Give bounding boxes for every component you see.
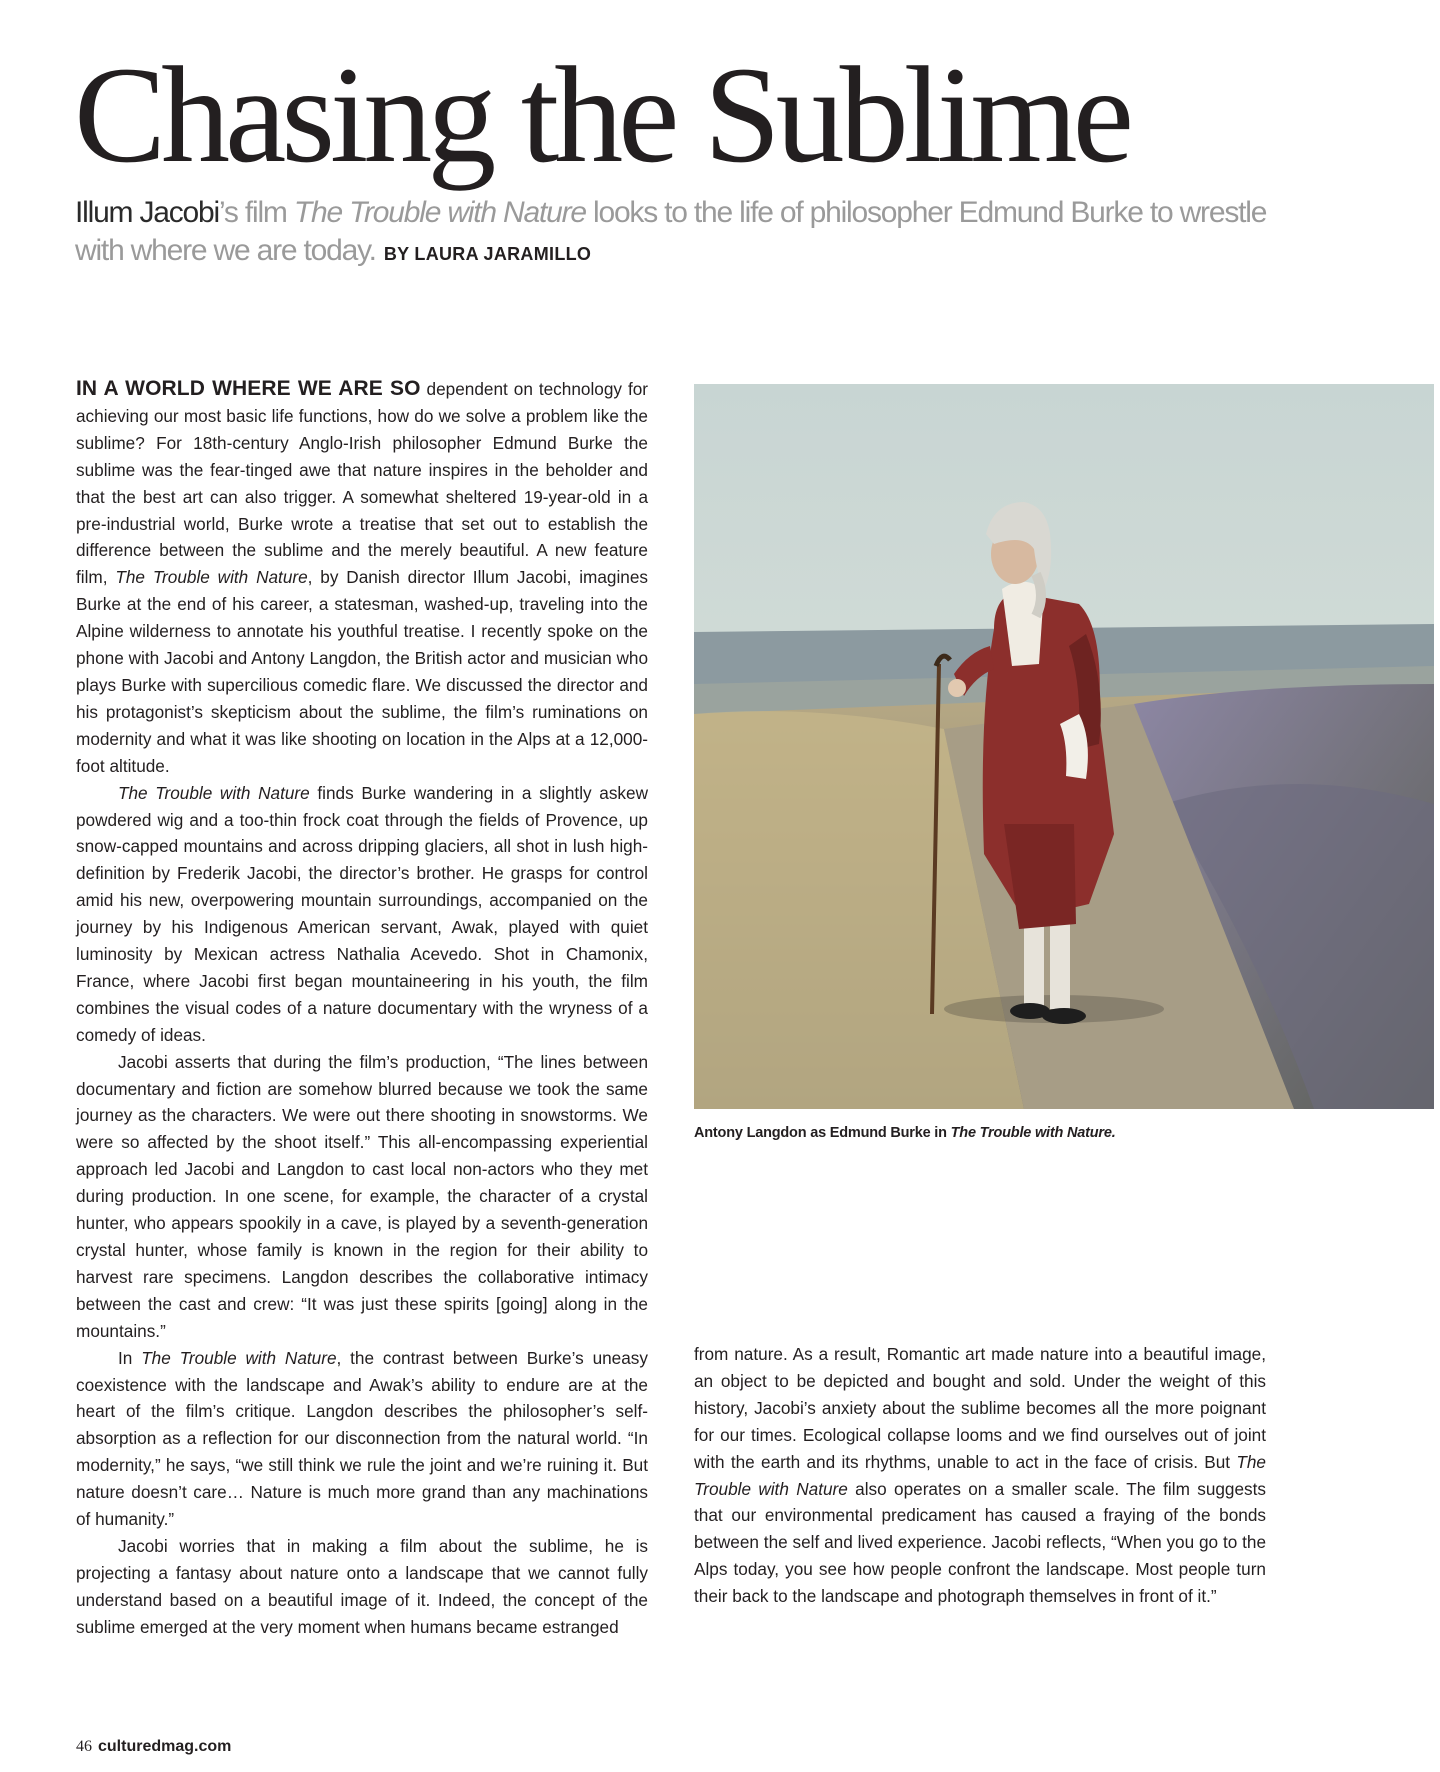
paragraph-4 <box>76 1345 648 1533</box>
article-title: Chasing the Sublime <box>74 38 1129 191</box>
film-title-mention: The Trouble with Nature <box>118 782 310 803</box>
lead-in: IN A WORLD WHERE WE ARE SO <box>76 377 421 400</box>
page-number: 46 <box>76 1738 92 1755</box>
byline: BY LAURA JARAMILLO <box>383 244 592 264</box>
paragraph-4-text-a: In <box>118 1347 142 1368</box>
film-title-mention: The Trouble with Nature <box>141 1347 337 1368</box>
film-still-photo <box>694 384 1434 1109</box>
body-column-left <box>76 376 648 1641</box>
dek-film-title: The Trouble with Nature <box>293 196 586 229</box>
paragraph-1-text-b: , by Danish director Illum Jacobi, imagines Burke at the end of his career, a statesman, washed-up, traveling into the Alpine wilderness to annotate his youthful treatise. I recently spoke on the phone with Jacobi and Antony Langdon, the British actor and musician who plays Burke with supercilious comedic flare. We discussed the director and his protagonist’s skepticism about the sublime, the film’s ruminations on modernity and what it was like shooting on location in the Alps at a 12,000-foot altitude. <box>76 567 649 776</box>
paragraph-5-text: Jacobi worries that in making a film about the sublime, he is projecting a fantasy about nature onto a landscape that we cannot fully understand based on a beautiful image of it. Indeed, the concept of the sublime emerged at the very moment when humans became estranged <box>76 1535 648 1637</box>
paragraph-2-text: finds Burke wandering in a slightly askew powdered wig and a too-thin frock coat through the fields of Provence, up snow-capped mountains and across dripping glaciers, all shot in lush high-definition by Frederik Jacobi, the director’s brother. He grasps for control amid his new, overpowering mountain surroundings, accompanied on the journey by his Indigenous American servant, Awak, played with quiet luminosity by Mexican actress Nathalia Acevedo. Shot in Chamonix, France, where Jacobi first began mountaineering in his youth, the film combines the visual codes of a nature documentary with the wryness of a comedy of ideas. <box>76 782 648 1045</box>
paragraph-2 <box>76 780 648 1049</box>
paragraph-6-text-a: from nature. As a result, Romantic art made nature into a beautiful image, an object to be depicted and bought and sold. Under the weight of this history, Jacobi’s anxiety about the sublime becomes all the more poignant for our times. Ecological collapse looms and we find ourselves out of joint with the earth and its rhythms, unable to act in the face of crisis. But <box>694 1344 1266 1472</box>
dek-text-2: looks to the life of philosopher Edmund Burke to wrestle with where we are today. <box>75 196 1267 267</box>
body-column-right <box>694 1341 1266 1610</box>
page-footer <box>76 1738 231 1756</box>
paragraph-1 <box>76 376 648 780</box>
paragraph-6-text-b: also operates on a smaller scale. The film suggests that our environmental predicament has caused a fraying of the bonds between the self and lived experience. Jacobi reflects, “When you go to the Alps today, you see how people confront the landscape. Most people turn their back to the landscape and photograph themselves in front of it.” <box>694 1478 1267 1607</box>
film-title-mention: The Trouble with Nature <box>115 567 308 588</box>
article-dek <box>75 194 1275 273</box>
photo-caption <box>694 1125 1394 1141</box>
dek-text-1: ’s film <box>219 196 294 229</box>
paragraph-1-text-a: dependent on technology for achieving our most basic life functions, how do we solve a problem like the sublime? For 18th-century Anglo-Irish philosopher Edmund Burke the sublime was the fear-tinged awe that nature inspires in the beholder and that the best art can also trigger. A somewhat sheltered 19-year-old in a pre-industrial world, Burke wrote a treatise that set out to establish the difference between the sublime and the merely beautiful. A new feature film, <box>76 379 648 588</box>
site-url: culturedmag.com <box>98 1738 232 1755</box>
paragraph-3 <box>76 1049 648 1345</box>
paragraph-3-text: Jacobi asserts that during the film’s production, “The lines between documentary and fiction are somehow blurred because we took the same journey as the characters. We were out there shooting in snowstorms. We were so affected by the shoot itself.” This all-encompassing experiential approach led Jacobi and Langdon to cast local non-actors who they met during production. In one scene, for example, the character of a crystal hunter, who appears spookily in a cave, is played by a seventh-generation crystal hunter, whose family is known in the region for their ability to harvest rare specimens. Langdon describes the collaborative intimacy between the cast and crew: “It was just these spirits [going] along in the mountains.” <box>76 1051 648 1341</box>
film-still-illustration <box>694 384 1434 1109</box>
paragraph-5 <box>76 1533 648 1641</box>
dek-director-name: Illum Jacobi <box>75 196 219 229</box>
caption-text: Antony Langdon as Edmund Burke in <box>694 1125 951 1141</box>
film-title-mention: The Trouble with Nature <box>694 1451 1266 1499</box>
caption-film-title: The Trouble with Nature. <box>950 1125 1116 1141</box>
paragraph-6 <box>694 1341 1266 1610</box>
paragraph-4-text-b: , the contrast between Burke’s uneasy coexistence with the landscape and Awak’s ability to endure are at the heart of the film’s critique. Langdon describes the philosopher’s self-absorption as a reflection for our disconnection from the natural world. “In modernity,” he says, “we still think we rule the joint and we’re ruining it. But nature doesn’t care… Nature is much more grand than any machinations of humanity.” <box>76 1347 648 1530</box>
